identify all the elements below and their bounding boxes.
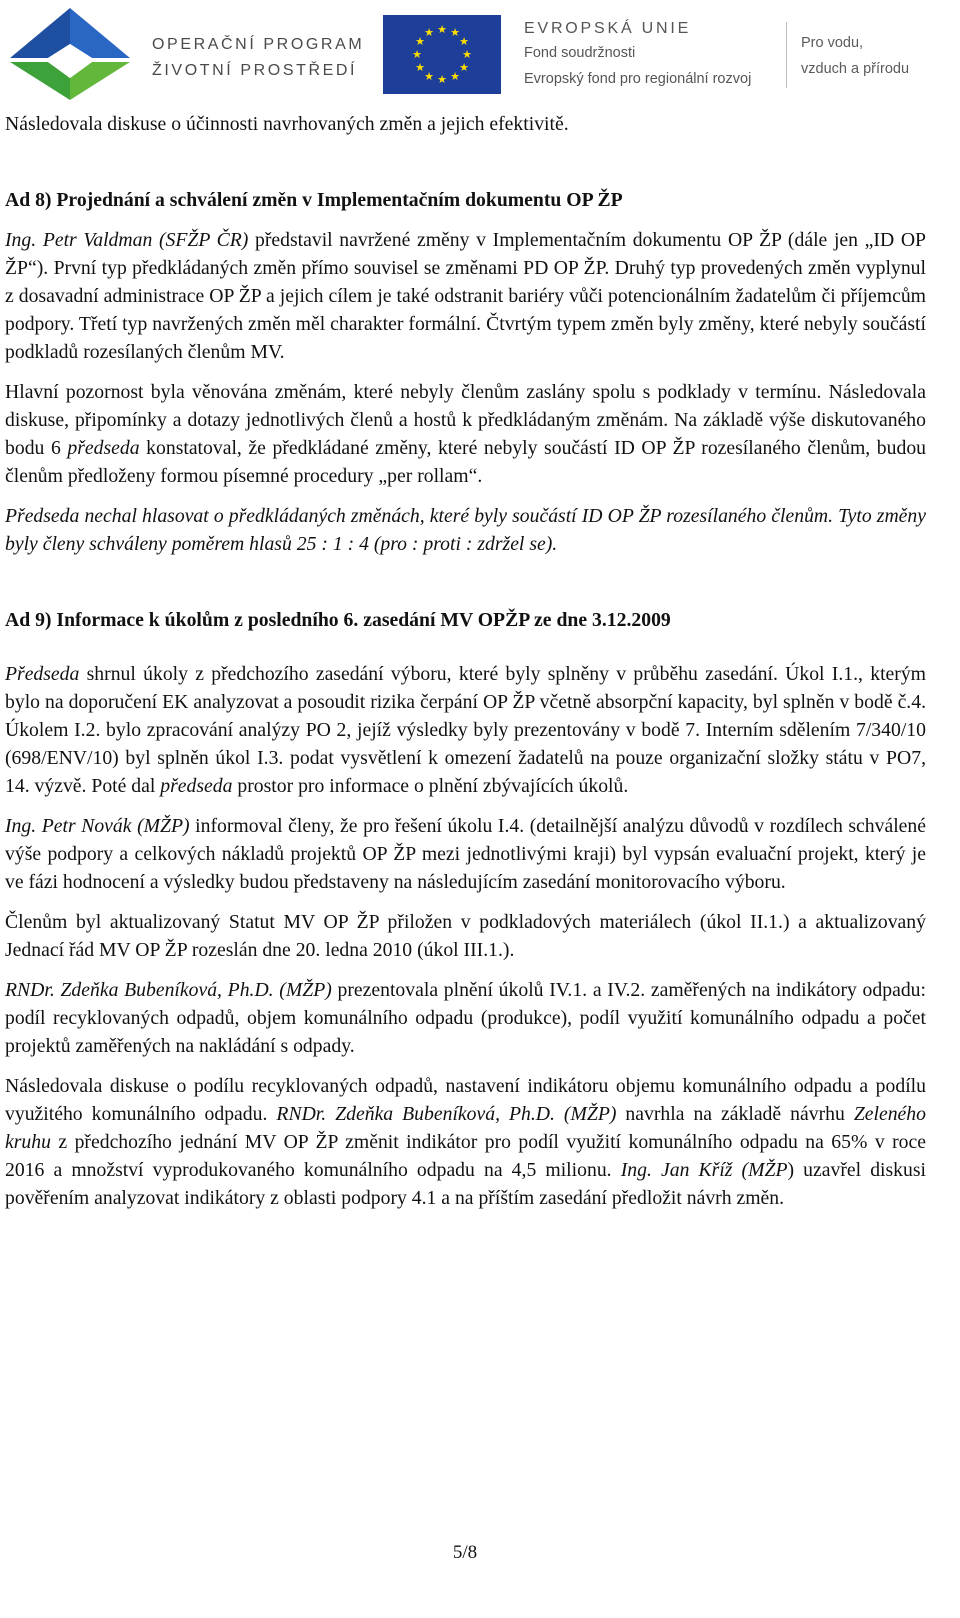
- speaker-valdman: Ing. Petr Valdman (SFŽP ČR): [5, 229, 249, 251]
- speaker-bubenikova: RNDr. Zdeňka Bubeníková, Ph.D. (MŽP): [5, 979, 332, 1001]
- document-header: [0, 0, 960, 105]
- indicators-d: ) uzavřel diskusi pověřením analyzovat indikátory z oblasti podpory 4.1 a na příštím zasedání předložit návrh změn.: [5, 1159, 927, 1209]
- indicators-a: Následovala diskuse o podílu recyklovaných odpadů, nastavení indikátoru objemu komunálního odpadu a podílu využitého komunálního odpadu.: [5, 1075, 926, 1125]
- svg-text:★: ★: [459, 35, 469, 48]
- paragraph-bubenikova: [5, 976, 926, 1060]
- op-zp-logo-icon: [8, 6, 132, 102]
- speaker-kriz: Ing. Jan Kříž (MŽP: [620, 1159, 788, 1181]
- svg-text:★: ★: [450, 70, 460, 83]
- chair-ref: předseda: [67, 437, 140, 459]
- paragraph-bubenikova-text: prezentovala plnění úkolů IV.1. a IV.2. zaměřených na indikátory odpadu: podíl recyklovaných odpadů, objem komunálního odpadu (produkce), podíl využití komunálního odpadu a počet projektů zaměřených na nakládání s odpady.: [5, 979, 926, 1057]
- heading-ad-8: Ad 8) Projednání a schválení změn v Implementačním dokumentu OP ŽP: [5, 189, 623, 211]
- motto-line-1: Pro vodu,: [801, 35, 864, 51]
- paragraph-novak: [5, 812, 926, 896]
- header-divider: [786, 22, 787, 88]
- svg-text:★: ★: [412, 48, 422, 61]
- op-line-1: OPERAČNÍ PROGRAM: [152, 36, 365, 53]
- page-number: 5/8: [452, 1542, 478, 1563]
- paragraph-vote: [5, 502, 926, 558]
- vote-text: Předseda nechal hlasovat o předkládaných změnách, které byly součástí ID OP ŽP rozesílaného členům. Tyto změny byly členy schváleny poměrem hlasů 25 : 1 : 4 (pro : proti : zdržel se).: [5, 505, 926, 555]
- motto: [801, 30, 909, 82]
- speaker-bubenikova-2: RNDr. Zdeňka Bubeníková, Ph.D. (MŽP): [276, 1103, 617, 1125]
- paragraph-main-attention: [5, 378, 926, 490]
- eu-fund-2: Evropský fond pro regionální rozvoj: [524, 71, 752, 87]
- green-circle-ref: Zeleného kruhu: [5, 1103, 926, 1153]
- svg-text:★: ★: [424, 26, 434, 39]
- svg-text:★: ★: [415, 35, 425, 48]
- svg-text:★: ★: [424, 70, 434, 83]
- chair-ref-2: Předseda: [5, 663, 80, 685]
- chair-ref-3: předseda: [160, 775, 233, 797]
- paragraph-tasks-b: prostor pro informace o plnění zbývajících úkolů.: [232, 775, 629, 797]
- document-body: [5, 110, 926, 1212]
- svg-text:★: ★: [437, 73, 447, 86]
- paragraph-discussion-effectiveness: Následovala diskuse o účinnosti navrhovaných změn a jejich efektivitě.: [5, 113, 569, 135]
- op-line-2: ŽIVOTNÍ PROSTŘEDÍ: [152, 62, 358, 79]
- indicators-c: z předchozího jednání MV OP ŽP změnit indikátor pro podíl využití komunálního odpadu na 65% v roce 2016 a množství vyprodukovaného komunálního odpadu na 4,5 milionu.: [5, 1131, 926, 1181]
- svg-text:★: ★: [462, 48, 472, 61]
- svg-text:★: ★: [437, 23, 447, 36]
- paragraph-tasks-a: shrnul úkoly z předchozího zasedání výboru, které byly splněny v průběhu zasedání. Úkol I.1., kterým bylo na doporučení EK analyzovat a posoudit rizika čerpání OP ŽP včetně absorpční kapacity, byl splněn v bodě č.4. Úkolem I.2. bylo zpracování analýzy PO 2, jejíž výsledky byly prezentovány v bodě 7. Interním sdělením 7/340/10 (698/ENV/10) byl splněn úkol I.3. podat vysvětlení k omezení žadatelů na pouze organizační složky státu v PO7, 14. výzvě. Poté dal: [5, 663, 926, 797]
- paragraph-novak-text: informoval členy, že pro řešení úkolu I.4. (detailnější analýzu důvodů v rozdílech schválené výše podpory a celkových nákladů projektů OP ŽP mezi jednotlivými kraji) byl vypsán evaluační projekt, který je ve fázi hodnocení a výsledky budou představeny na následujícím zasedání monitorovacího výboru.: [5, 815, 926, 893]
- paragraph-main-attention-b: konstatoval, že předkládané změny, které nebyly součástí ID OP ŽP rozesílaného členům, budou členům předloženy formou písemné procedury „per rollam“.: [5, 437, 926, 487]
- paragraph-valdman: [5, 226, 926, 366]
- eu-title: EVROPSKÁ UNIE: [524, 20, 692, 37]
- paragraph-statute: Členům byl aktualizovaný Statut MV OP ŽP přiložen v podkladových materiálech (úkol II.1.) a aktualizovaný Jednací řád MV OP ŽP rozeslán dne 20. ledna 2010 (úkol III.1.).: [5, 911, 926, 961]
- indicators-b: navrhla na základě návrhu: [616, 1103, 854, 1125]
- speaker-novak: Ing. Petr Novák (MŽP): [5, 815, 190, 837]
- paragraph-tasks-summary: [5, 660, 926, 800]
- eu-text-block: [524, 18, 751, 92]
- heading-ad-9: Ad 9) Informace k úkolům z posledního 6. zasedání MV OPŽP ze dne 3.12.2009: [5, 609, 671, 631]
- paragraph-main-attention-a: Hlavní pozornost byla věnována změnám, které nebyly členům zaslány spolu s podklady v termínu. Následovala diskuse, připomínky a dotazy jednotlivých členů a hostů k předkládaným změnám. Na základě výše diskutovaného bodu 6: [5, 381, 926, 459]
- eu-flag-icon: [383, 15, 501, 94]
- motto-line-2: vzduch a přírodu: [801, 61, 910, 77]
- paragraph-indicators-discussion: [5, 1072, 926, 1212]
- svg-text:★: ★: [450, 26, 460, 39]
- svg-text:★: ★: [459, 61, 469, 74]
- eu-fund-1: Fond soudržnosti: [524, 45, 636, 61]
- svg-text:★: ★: [415, 61, 425, 74]
- paragraph-valdman-text: představil navržené změny v Implementačním dokumentu OP ŽP (dále jen „ID OP ŽP“). První typ předkládaných změn přímo souvisel se změnami PD OP ŽP. Druhý typ provedených změn vyplynul z dosavadní administrace OP ŽP a jejich cílem je také odstranit bariéry vůči potencionálním žadatelům či příjemcům podpory. Třetí typ navržených změn měl charakter formální. Čtvrtým typem změn byly změny, které nebyly součástí podkladů rozesílaných členům MV.: [5, 229, 926, 363]
- op-program-name: [152, 32, 364, 84]
